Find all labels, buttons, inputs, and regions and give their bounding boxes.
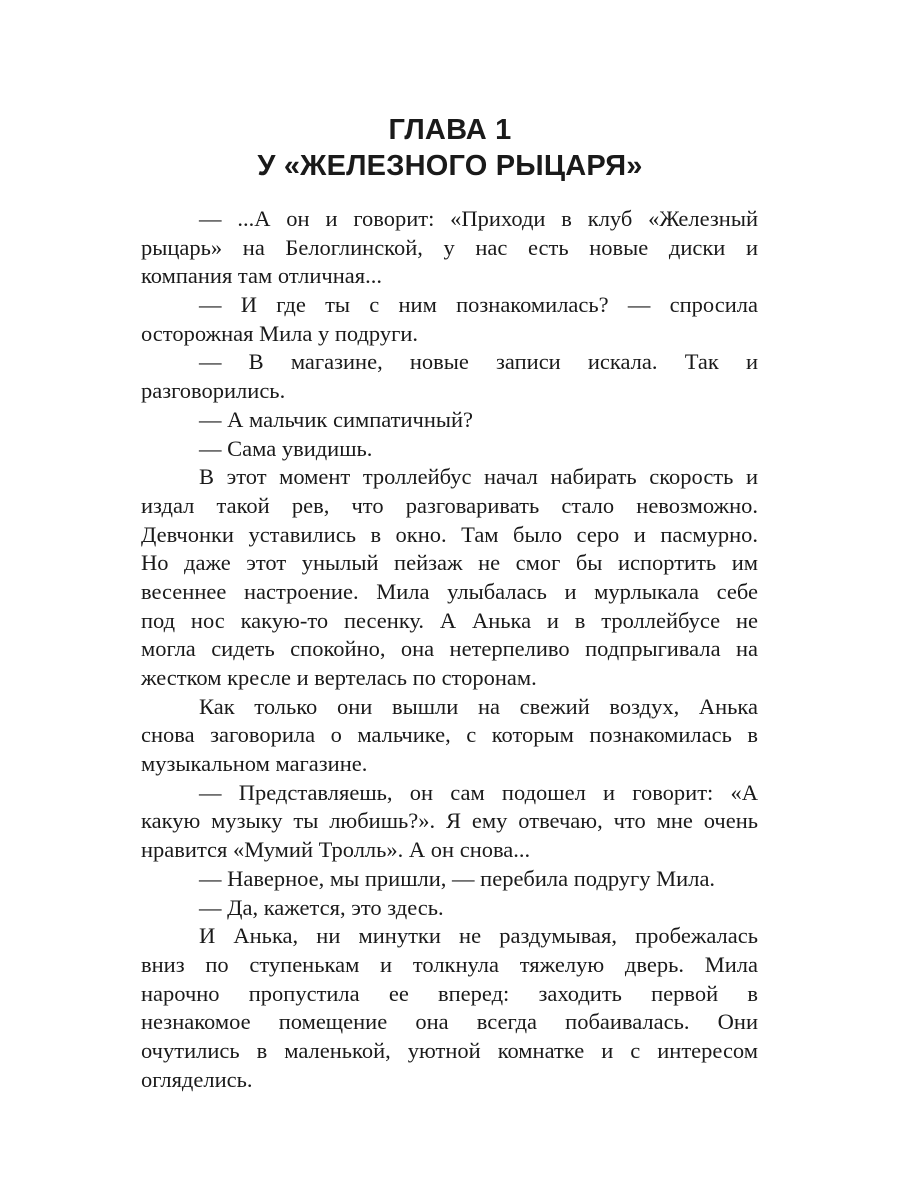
text-line: Но даже этот унылый пейзаж не смог бы испортить им xyxy=(141,550,758,576)
text-line: компания там отличная... xyxy=(141,263,382,289)
text-line: — Наверное, мы пришли, — перебила подругу Мила. xyxy=(199,865,716,891)
text-line: музыкальном магазине. xyxy=(141,751,368,777)
text-line: незнакомое помещение она всегда побаивалась. Они xyxy=(141,1009,758,1035)
chapter-number: ГЛАВА 1 xyxy=(388,114,512,146)
chapter-text xyxy=(141,205,758,1094)
text-line: рыцарь» на Белоглинской, у нас есть новые диски и xyxy=(141,234,758,260)
text-line: вниз по ступенькам и толкнула тяжелую дверь. Мила xyxy=(141,951,758,977)
text-line: — В магазине, новые записи искала. Так и xyxy=(199,349,758,375)
text-line: под нос какую-то песенку. А Анька и в троллейбусе не xyxy=(141,607,758,633)
text-line: В этот момент троллейбус начал набирать скорость и xyxy=(199,464,758,490)
text-line: снова заговорила о мальчике, с которым познакомилась в xyxy=(141,722,758,748)
text-line: — И где ты с ним познакомилась? — спросила xyxy=(199,292,758,318)
text-line: разговорились. xyxy=(141,378,286,404)
text-line: огляделись. xyxy=(141,1066,253,1092)
text-line: — А мальчик симпатичный? xyxy=(199,406,474,432)
text-line: Девчонки уставились в окно. Там было серо и пасмурно. xyxy=(141,521,758,547)
text-line: весеннее настроение. Мила улыбалась и мурлыкала себе xyxy=(141,578,758,604)
text-line: — Сама увидишь. xyxy=(199,435,373,461)
text-line: нравится «Мумий Тролль». А он снова... xyxy=(141,837,531,863)
text-line: осторожная Мила у подруги. xyxy=(141,320,419,346)
text-line: могла сидеть спокойно, она нетерпеливо подпрыгивала на xyxy=(141,636,758,662)
text-line: И Анька, ни минутки не раздумывая, пробежалась xyxy=(199,923,758,949)
text-line: очутились в маленькой, уютной комнатке и с интересом xyxy=(141,1037,758,1063)
text-line: нарочно пропустила ее вперед: заходить первой в xyxy=(141,980,758,1006)
text-line: издал такой рев, что разговаривать стало невозможно. xyxy=(141,492,758,518)
text-line: жестком кресле и вертелась по сторонам. xyxy=(141,665,537,690)
text-line: какую музыку ты любишь?». Я ему отвечаю, что мне очень xyxy=(141,808,758,834)
text-line: — Представляешь, он сам подошел и говорит: «А xyxy=(199,779,758,805)
chapter-title: У «ЖЕЛЕЗНОГО РЫЦАРЯ» xyxy=(257,150,643,182)
text-line: Как только они вышли на свежий воздух, Анька xyxy=(199,693,758,719)
chapter-heading xyxy=(0,112,900,184)
text-line: — Да, кажется, это здесь. xyxy=(199,894,444,920)
text-line: — ...А он и говорит: «Приходи в клуб «Железный xyxy=(199,206,758,231)
